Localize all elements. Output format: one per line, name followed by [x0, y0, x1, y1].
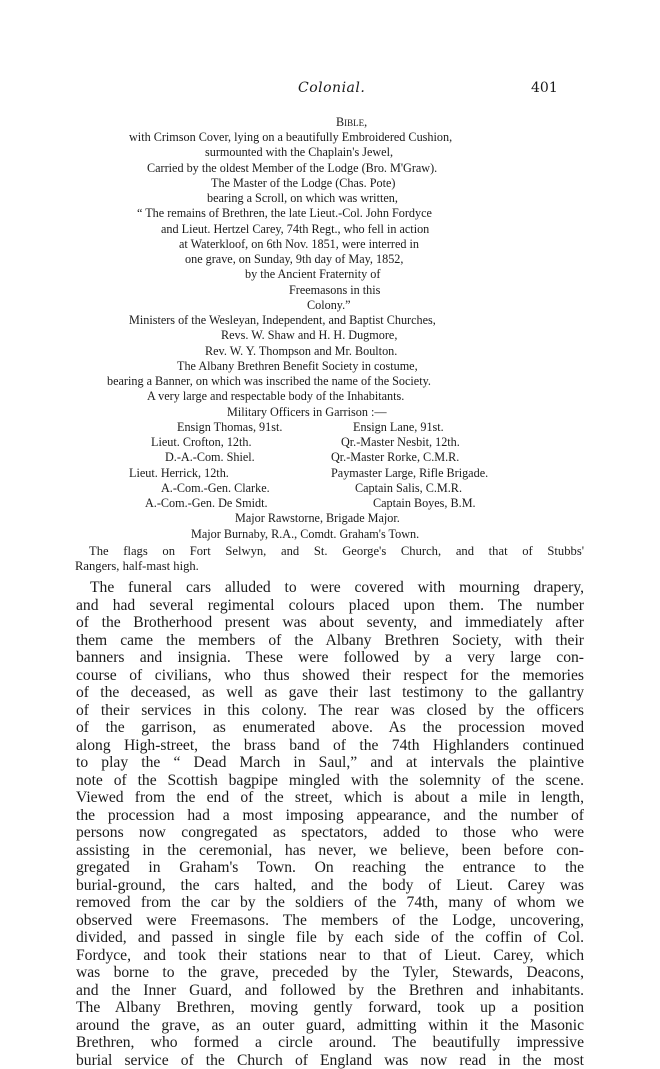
- procession-line: and Lieut. Hertzel Carey, 74th Regt., who fell in action: [161, 222, 660, 237]
- text-line: of the deceased, as well as gave their last testimony to the gallantry: [76, 684, 584, 702]
- officer-left: D.-A.-Com. Shiel.: [165, 450, 255, 465]
- procession-line: one grave, on Sunday, 9th day of May, 1852,: [185, 252, 660, 267]
- procession-line: bearing a Scroll, on which was written,: [207, 191, 660, 206]
- procession-line: by the Ancient Fraternity of: [245, 267, 660, 282]
- procession-bible-heading: Bible,: [336, 115, 660, 130]
- page-number: 401: [531, 80, 558, 96]
- text-line: The Albany Brethren, moving gently forward, took up a position: [76, 999, 584, 1017]
- procession-line: Major Burnaby, R.A., Comdt. Graham's Town.: [191, 527, 660, 542]
- procession-line: The Albany Brethren Benefit Society in costume,: [177, 359, 660, 374]
- procession-line: Rev. W. Y. Thompson and Mr. Boulton.: [205, 344, 660, 359]
- officer-left: Lieut. Herrick, 12th.: [129, 466, 229, 481]
- text-line: of the Brotherhood present was about seventy, and immediately after: [76, 614, 584, 632]
- text-line: them came the members of the Albany Brethren Society, with their: [76, 632, 584, 650]
- text-line: and had several regimental colours placed upon them. The number: [76, 597, 584, 615]
- text-line: Brethren, who formed a circle around. The beautifully impressive: [76, 1034, 584, 1052]
- text-line: along High-street, the brass band of the 74th Highlanders continued: [76, 737, 584, 755]
- text-line: the procession had a most imposing appearance, and the number of: [76, 807, 584, 825]
- procession-line: surmounted with the Chaplain's Jewel,: [205, 145, 660, 160]
- text-line: note of the Scottish bagpipe mingled with the solemnity of the scene.: [76, 772, 584, 790]
- text-line: assisting in the ceremonial, has never, we believe, been before con-: [76, 842, 584, 860]
- procession-line: with Crimson Cover, lying on a beautifully Embroidered Cushion,: [129, 130, 660, 145]
- procession-line: Freemasons in this: [289, 283, 660, 298]
- procession-line: Ministers of the Wesleyan, Independent, and Baptist Churches,: [129, 313, 660, 328]
- text-line: The funeral cars alluded to were covered with mourning drapery,: [76, 579, 584, 597]
- text-line: to play the “ Dead March in Saul,” and at intervals the plaintive: [76, 754, 584, 772]
- text-line: divided, and passed in single file by each side of the coffin of Col.: [76, 929, 584, 947]
- text-line: observed were Freemasons. The members of the Lodge, uncovering,: [76, 912, 584, 930]
- text-line: Rangers, half-mast high.: [75, 559, 584, 574]
- text-line: around the grave, as an outer guard, admitting within it the Masonic: [76, 1017, 584, 1035]
- procession-line: Revs. W. Shaw and H. H. Dugmore,: [221, 328, 660, 343]
- text-line: persons now congregated as spectators, added to those who were: [76, 824, 584, 842]
- text-line: burial service of the Church of England was now read in the most: [76, 1052, 584, 1069]
- procession-line: Major Rawstorne, Brigade Major.: [235, 511, 660, 526]
- officer-right: Qr.-Master Nesbit, 12th.: [341, 435, 460, 450]
- officer-right: Captain Salis, C.M.R.: [355, 481, 462, 496]
- procession-line: bearing a Banner, on which was inscribed the name of the Society.: [107, 374, 660, 389]
- procession-line: The Master of the Lodge (Chas. Pote): [211, 176, 660, 191]
- officer-right: Qr.-Master Rorke, C.M.R.: [331, 450, 459, 465]
- text-line: and the Inner Guard, and followed by the Brethren and inhabitants.: [76, 982, 584, 1000]
- text-line: Fordyce, and took their stations near to that of Lieut. Carey, which: [76, 947, 584, 965]
- procession-line: Colony.”: [307, 298, 660, 313]
- officer-right: Captain Boyes, B.M.: [373, 496, 476, 511]
- officer-right: Paymaster Large, Rifle Brigade.: [331, 466, 488, 481]
- officer-right: Ensign Lane, 91st.: [353, 420, 444, 435]
- text-line: course of civilians, who thus showed their respect for the memories: [76, 667, 584, 685]
- text-line: gregated in Graham's Town. On reaching the entrance to the: [76, 859, 584, 877]
- officer-left: A.-Com.-Gen. De Smidt.: [145, 496, 268, 511]
- body-paragraph: [76, 579, 584, 1069]
- running-head: [0, 80, 660, 100]
- text-line: The flags on Fort Selwyn, and St. George's Church, and that of Stubbs': [75, 544, 584, 559]
- flags-note: [75, 544, 584, 574]
- text-line: of the garrison, as enumerated above. As the procession moved: [76, 719, 584, 737]
- procession-line: Carried by the oldest Member of the Lodge (Bro. M'Graw).: [147, 161, 660, 176]
- procession-line: A very large and respectable body of the Inhabitants.: [147, 389, 660, 404]
- text-line: was borne to the grave, preceded by the Tyler, Stewards, Deacons,: [76, 964, 584, 982]
- running-title: Colonial.: [298, 80, 365, 96]
- text-line: of their services in this colony. The rear was closed by the officers: [76, 702, 584, 720]
- procession-line: Military Officers in Garrison :—: [227, 405, 660, 420]
- text-line: removed from the car by the soldiers of the 74th, many of whom we: [76, 894, 584, 912]
- text-line: Viewed from the end of the street, which is about a mile in length,: [76, 789, 584, 807]
- officer-left: Ensign Thomas, 91st.: [177, 420, 282, 435]
- procession-line: at Waterkloof, on 6th Nov. 1851, were interred in: [179, 237, 660, 252]
- officer-left: A.-Com.-Gen. Clarke.: [161, 481, 270, 496]
- text-line: banners and insignia. These were followed by a very large con-: [76, 649, 584, 667]
- procession-line: “ The remains of Brethren, the late Lieut.-Col. John Fordyce: [137, 206, 660, 221]
- text-line: burial-ground, the cars halted, and the body of Lieut. Carey was: [76, 877, 584, 895]
- officer-left: Lieut. Crofton, 12th.: [151, 435, 252, 450]
